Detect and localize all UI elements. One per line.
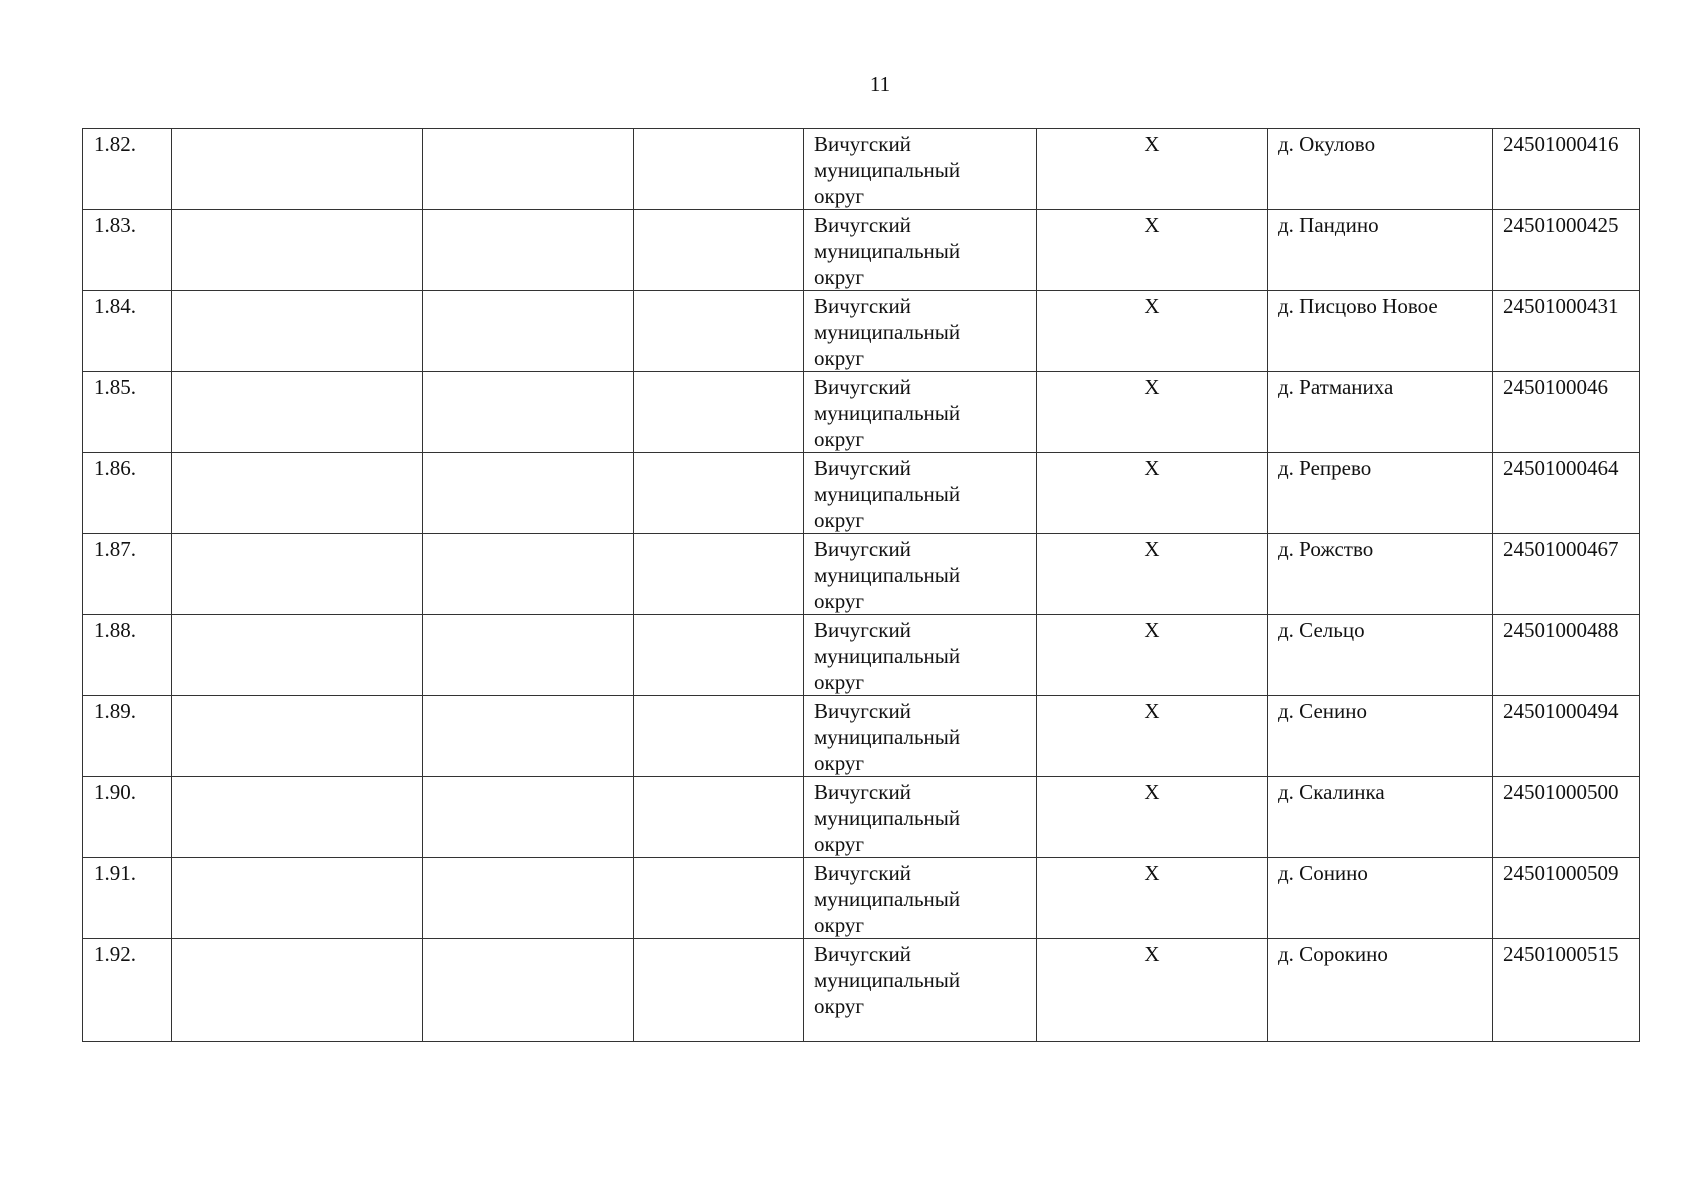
cell-text (634, 372, 803, 374)
code-cell (1493, 696, 1640, 777)
settlement-code: 24501000500 (1503, 780, 1619, 804)
municipality-line: Вичугский (814, 375, 911, 399)
cell-text (423, 858, 633, 860)
row-number-cell (83, 615, 172, 696)
empty-cell (423, 129, 634, 210)
municipality-line: муниципальный (814, 158, 961, 182)
flag-cell (1037, 291, 1268, 372)
empty-cell (172, 777, 423, 858)
municipality-line: муниципальный (814, 806, 961, 830)
flag-mark: X (1144, 456, 1160, 480)
empty-cell (423, 777, 634, 858)
row-number: 1.87. (94, 537, 136, 561)
flag-mark: X (1144, 537, 1160, 561)
settlement-code: 24501000425 (1503, 213, 1619, 237)
cell-text (172, 534, 422, 536)
table-row (83, 129, 1640, 210)
settlement-code: 24501000416 (1503, 132, 1619, 156)
code-cell (1493, 615, 1640, 696)
empty-cell (634, 291, 804, 372)
municipality-line: муниципальный (814, 725, 961, 749)
row-number-cell (83, 939, 172, 1042)
municipality-line: Вичугский (814, 618, 911, 642)
cell-text (634, 615, 803, 617)
row-number: 1.88. (94, 618, 136, 642)
code-cell (1493, 372, 1640, 453)
empty-cell (634, 777, 804, 858)
settlement-cell (1268, 129, 1493, 210)
settlement-code: 24501000494 (1503, 699, 1619, 723)
municipality-line: Вичугский (814, 537, 911, 561)
empty-cell (172, 372, 423, 453)
row-number-cell (83, 453, 172, 534)
row-number-cell (83, 534, 172, 615)
cell-text (172, 615, 422, 617)
code-cell (1493, 534, 1640, 615)
cell-text (634, 777, 803, 779)
code-cell (1493, 291, 1640, 372)
settlement-name: д. Сенино (1278, 699, 1367, 723)
municipality-line: муниципальный (814, 563, 961, 587)
flag-cell (1037, 696, 1268, 777)
municipality-line: округ (814, 751, 865, 775)
code-cell (1493, 777, 1640, 858)
cell-text (634, 453, 803, 455)
municipality-line: муниципальный (814, 644, 961, 668)
empty-cell (423, 210, 634, 291)
empty-cell (634, 858, 804, 939)
cell-text (634, 858, 803, 860)
cell-text (423, 939, 633, 941)
settlement-name: д. Писцово Новое (1278, 294, 1438, 318)
municipality-line: округ (814, 346, 865, 370)
cell-text (423, 210, 633, 212)
code-cell (1493, 453, 1640, 534)
settlement-cell (1268, 534, 1493, 615)
municipality-cell (804, 534, 1037, 615)
municipality-line: округ (814, 265, 865, 289)
table-row (83, 372, 1640, 453)
settlement-code: 24501000467 (1503, 537, 1619, 561)
municipality-cell (804, 696, 1037, 777)
code-cell (1493, 939, 1640, 1042)
municipality-line: Вичугский (814, 699, 911, 723)
settlement-code: 24501000464 (1503, 456, 1619, 480)
empty-cell (423, 453, 634, 534)
flag-cell (1037, 615, 1268, 696)
empty-cell (634, 696, 804, 777)
flag-cell (1037, 939, 1268, 1042)
empty-cell (423, 291, 634, 372)
empty-cell (423, 696, 634, 777)
flag-cell (1037, 372, 1268, 453)
cell-text (172, 777, 422, 779)
municipality-line: Вичугский (814, 861, 911, 885)
municipality-line: округ (814, 994, 865, 1018)
empty-cell (172, 291, 423, 372)
row-number: 1.82. (94, 132, 136, 156)
cell-text (423, 129, 633, 131)
row-number-cell (83, 777, 172, 858)
empty-cell (423, 372, 634, 453)
row-number-cell (83, 129, 172, 210)
row-number: 1.89. (94, 699, 136, 723)
settlement-cell (1268, 939, 1493, 1042)
flag-mark: X (1144, 618, 1160, 642)
table-row (83, 615, 1640, 696)
settlement-name: д. Ратманиха (1278, 375, 1394, 399)
municipality-cell (804, 777, 1037, 858)
flag-cell (1037, 210, 1268, 291)
cell-text (172, 858, 422, 860)
empty-cell (172, 615, 423, 696)
municipality-line: муниципальный (814, 482, 961, 506)
empty-cell (634, 453, 804, 534)
municipality-line: округ (814, 832, 865, 856)
settlement-code: 24501000488 (1503, 618, 1619, 642)
cell-text (172, 453, 422, 455)
settlement-code: 24501000515 (1503, 942, 1619, 966)
settlement-code: 24501000431 (1503, 294, 1619, 318)
cell-text (634, 696, 803, 698)
empty-cell (172, 696, 423, 777)
flag-cell (1037, 777, 1268, 858)
municipality-cell (804, 129, 1037, 210)
row-number-cell (83, 210, 172, 291)
municipality-cell (804, 372, 1037, 453)
code-cell (1493, 858, 1640, 939)
empty-cell (423, 615, 634, 696)
row-number: 1.83. (94, 213, 136, 237)
settlement-code: 2450100046 (1503, 375, 1608, 399)
table-row (83, 291, 1640, 372)
table-row (83, 939, 1640, 1042)
empty-cell (172, 858, 423, 939)
row-number: 1.92. (94, 942, 136, 966)
flag-mark: X (1144, 942, 1160, 966)
empty-cell (172, 129, 423, 210)
row-number: 1.85. (94, 375, 136, 399)
empty-cell (634, 534, 804, 615)
row-number-cell (83, 696, 172, 777)
row-number-cell (83, 858, 172, 939)
table-row (83, 210, 1640, 291)
municipality-line: округ (814, 913, 865, 937)
empty-cell (634, 129, 804, 210)
register-table (82, 128, 1640, 1042)
empty-cell (423, 534, 634, 615)
empty-cell (423, 939, 634, 1042)
flag-mark: X (1144, 213, 1160, 237)
flag-mark: X (1144, 375, 1160, 399)
settlement-cell (1268, 453, 1493, 534)
municipality-cell (804, 939, 1037, 1042)
municipality-line: округ (814, 427, 865, 451)
flag-cell (1037, 453, 1268, 534)
settlement-cell (1268, 372, 1493, 453)
municipality-line: Вичугский (814, 294, 911, 318)
cell-text (172, 291, 422, 293)
municipality-cell (804, 615, 1037, 696)
table-row (83, 453, 1640, 534)
settlement-name: д. Рожство (1278, 537, 1374, 561)
cell-text (634, 210, 803, 212)
row-number-cell (83, 372, 172, 453)
municipality-line: Вичугский (814, 132, 911, 156)
cell-text (172, 210, 422, 212)
empty-cell (634, 372, 804, 453)
settlement-code: 24501000509 (1503, 861, 1619, 885)
municipality-line: муниципальный (814, 968, 961, 992)
row-number: 1.91. (94, 861, 136, 885)
settlement-cell (1268, 696, 1493, 777)
flag-mark: X (1144, 780, 1160, 804)
code-cell (1493, 129, 1640, 210)
municipality-line: муниципальный (814, 401, 961, 425)
row-number: 1.86. (94, 456, 136, 480)
municipality-line: округ (814, 670, 865, 694)
row-number: 1.84. (94, 294, 136, 318)
table-body (83, 129, 1640, 1042)
settlement-cell (1268, 858, 1493, 939)
flag-mark: X (1144, 294, 1160, 318)
cell-text (423, 615, 633, 617)
cell-text (634, 291, 803, 293)
empty-cell (634, 615, 804, 696)
flag-cell (1037, 858, 1268, 939)
flag-cell (1037, 534, 1268, 615)
empty-cell (634, 210, 804, 291)
municipality-line: Вичугский (814, 942, 911, 966)
cell-text (634, 939, 803, 941)
empty-cell (172, 534, 423, 615)
cell-text (423, 291, 633, 293)
municipality-line: округ (814, 184, 865, 208)
table-row (83, 534, 1640, 615)
cell-text (423, 372, 633, 374)
cell-text (172, 696, 422, 698)
settlement-name: д. Сонино (1278, 861, 1368, 885)
settlement-name: д. Пандино (1278, 213, 1379, 237)
municipality-line: Вичугский (814, 780, 911, 804)
row-number: 1.90. (94, 780, 136, 804)
settlement-cell (1268, 291, 1493, 372)
flag-mark: X (1144, 132, 1160, 156)
cell-text (172, 129, 422, 131)
code-cell (1493, 210, 1640, 291)
cell-text (423, 453, 633, 455)
page-number: 11 (869, 72, 891, 96)
municipality-line: Вичугский (814, 213, 911, 237)
cell-text (423, 696, 633, 698)
table-row (83, 696, 1640, 777)
empty-cell (172, 210, 423, 291)
settlement-cell (1268, 210, 1493, 291)
row-number-cell (83, 291, 172, 372)
settlement-name: д. Репрево (1278, 456, 1372, 480)
table-row (83, 777, 1640, 858)
settlement-cell (1268, 615, 1493, 696)
municipality-cell (804, 210, 1037, 291)
settlement-name: д. Скалинка (1278, 780, 1385, 804)
cell-text (172, 939, 422, 941)
cell-text (423, 534, 633, 536)
empty-cell (423, 858, 634, 939)
table-row (83, 858, 1640, 939)
municipality-line: муниципальный (814, 320, 961, 344)
municipality-line: округ (814, 508, 865, 532)
municipality-line: Вичугский (814, 456, 911, 480)
empty-cell (172, 453, 423, 534)
settlement-name: д. Сорокино (1278, 942, 1388, 966)
municipality-line: муниципальный (814, 239, 961, 263)
cell-text (634, 129, 803, 131)
cell-text (423, 777, 633, 779)
municipality-line: муниципальный (814, 887, 961, 911)
municipality-cell (804, 453, 1037, 534)
settlement-name: д. Окулово (1278, 132, 1376, 156)
cell-text (634, 534, 803, 536)
municipality-line: округ (814, 589, 865, 613)
flag-mark: X (1144, 861, 1160, 885)
flag-cell (1037, 129, 1268, 210)
empty-cell (172, 939, 423, 1042)
empty-cell (634, 939, 804, 1042)
flag-mark: X (1144, 699, 1160, 723)
settlement-name: д. Сельцо (1278, 618, 1365, 642)
municipality-cell (804, 858, 1037, 939)
settlement-cell (1268, 777, 1493, 858)
cell-text (172, 372, 422, 374)
municipality-cell (804, 291, 1037, 372)
